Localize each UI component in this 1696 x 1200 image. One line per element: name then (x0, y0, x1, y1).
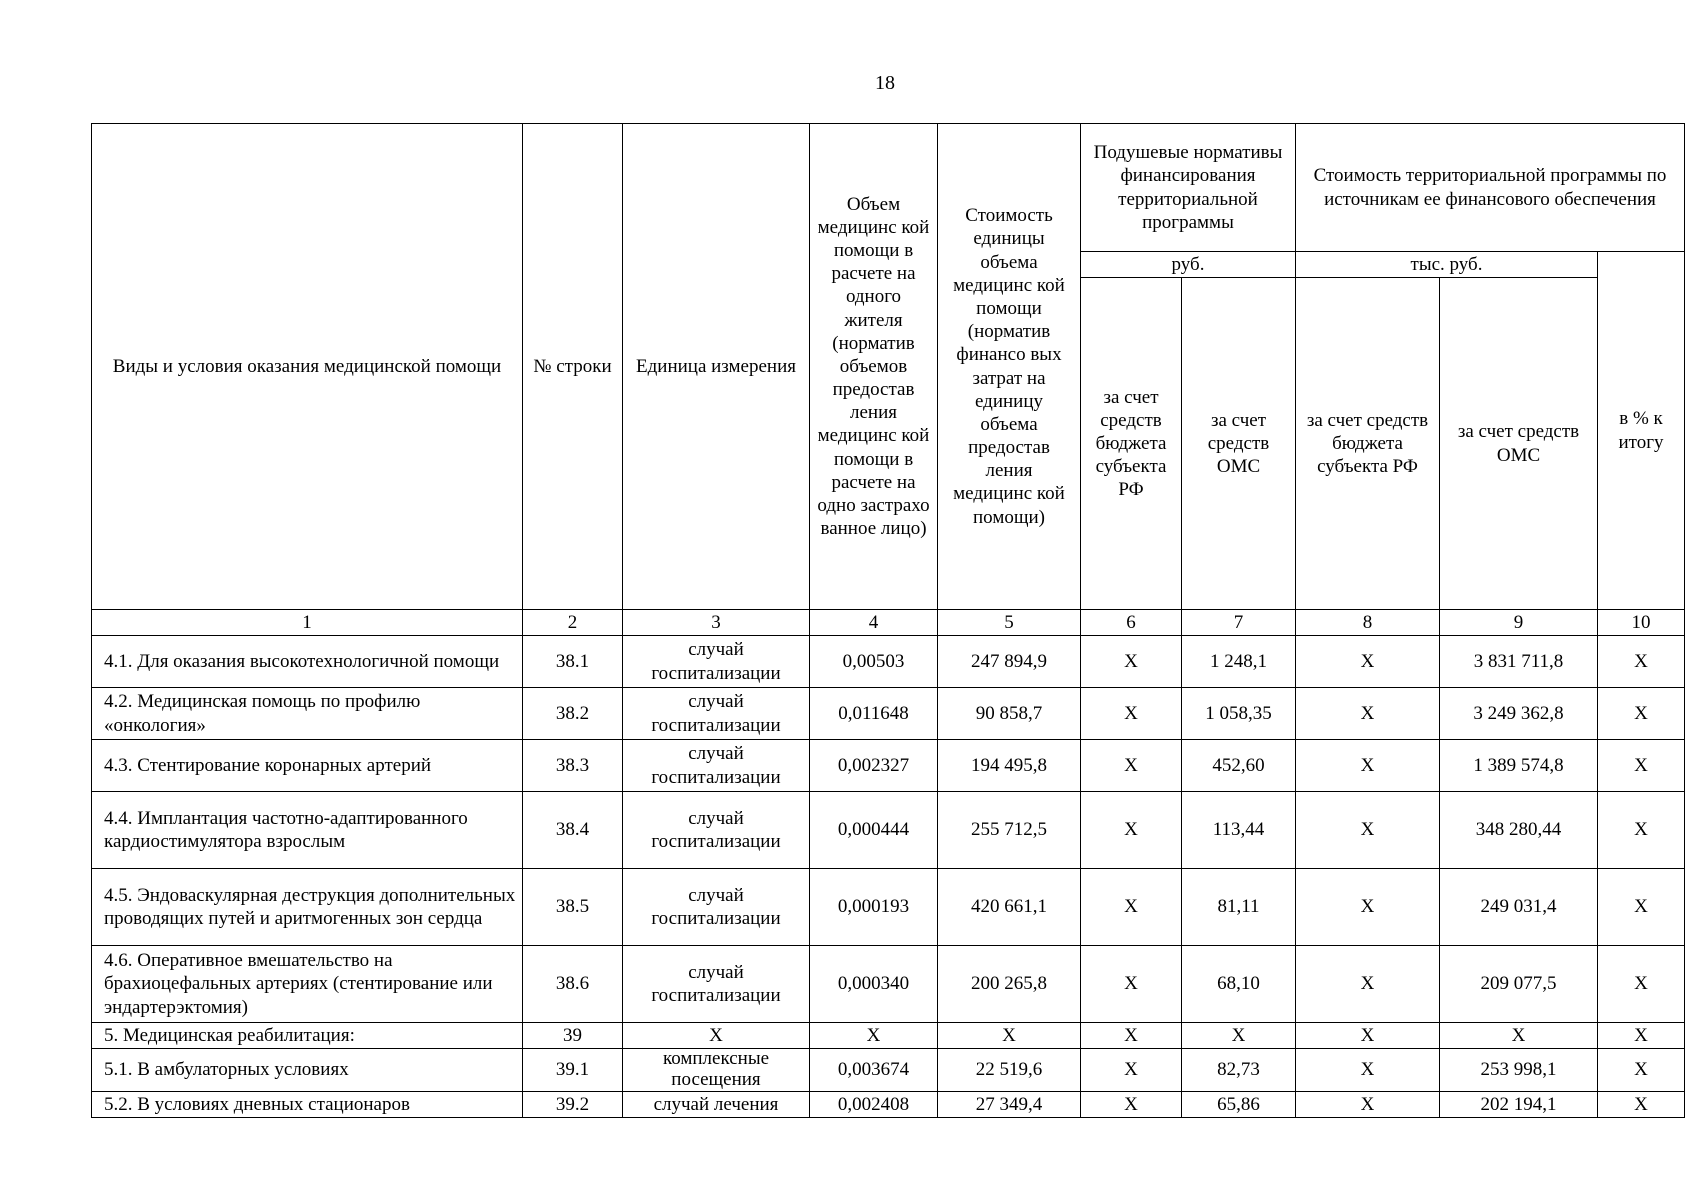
cell-volume: 0,000193 (810, 869, 938, 946)
cell-percent: Х (1598, 740, 1685, 792)
cell-budget-cost: Х (1296, 1091, 1440, 1117)
cell-care-type: 4.6. Оперативное вмешательство на брахиоцефальных артериях (стентирование или эндартерэктомия) (92, 946, 523, 1023)
cell-oms-cost: 209 077,5 (1440, 946, 1598, 1023)
header-oms-cost: за счет средств ОМС (1440, 278, 1598, 610)
cell-oms-per-capita: 452,60 (1182, 740, 1296, 792)
cell-oms-cost: 3 249 362,8 (1440, 688, 1598, 740)
cell-budget-cost: Х (1296, 636, 1440, 688)
cell-unit: Х (623, 1023, 810, 1049)
cell-unit-cost: 200 265,8 (938, 946, 1081, 1023)
cell-volume: 0,000444 (810, 792, 938, 869)
cell-unit: случай лечения (623, 1091, 810, 1117)
cell-budget-per-capita: Х (1081, 1091, 1182, 1117)
cell-care-type: 4.1. Для оказания высокотехнологичной помощи (92, 636, 523, 688)
cell-percent: Х (1598, 869, 1685, 946)
cell-oms-per-capita: 68,10 (1182, 946, 1296, 1023)
table-row (92, 792, 1685, 869)
cell-care-type: 5.1. В амбулаторных условиях (92, 1049, 523, 1092)
cell-unit-cost: 255 712,5 (938, 792, 1081, 869)
table-row (92, 1049, 1685, 1092)
cell-budget-per-capita: Х (1081, 688, 1182, 740)
cell-row-number: 39.1 (523, 1049, 623, 1092)
cell-unit-cost: 27 349,4 (938, 1091, 1081, 1117)
cell-unit-cost: 22 519,6 (938, 1049, 1081, 1092)
cell-care-type: 5.2. В условиях дневных стационаров (92, 1091, 523, 1117)
table-row (92, 636, 1685, 688)
column-number: 1 (92, 610, 523, 636)
cell-oms-cost: 3 831 711,8 (1440, 636, 1598, 688)
cell-care-type: 4.4. Имплантация частотно-адаптированного кардиостимулятора взрослым (92, 792, 523, 869)
cell-row-number: 38.5 (523, 869, 623, 946)
cell-budget-per-capita: Х (1081, 869, 1182, 946)
cell-oms-per-capita: 65,86 (1182, 1091, 1296, 1117)
column-number: 8 (1296, 610, 1440, 636)
cell-budget-cost: Х (1296, 869, 1440, 946)
cell-budget-per-capita: Х (1081, 636, 1182, 688)
table-row (92, 688, 1685, 740)
cell-unit-cost: Х (938, 1023, 1081, 1049)
cell-budget-cost: Х (1296, 792, 1440, 869)
cell-care-type: 4.3. Стентирование коронарных артерий (92, 740, 523, 792)
cell-unit: случай госпитализации (623, 792, 810, 869)
cell-oms-cost: 348 280,44 (1440, 792, 1598, 869)
cell-unit: случай госпитализации (623, 688, 810, 740)
cell-volume: 0,003674 (810, 1049, 938, 1092)
cell-unit: случай госпитализации (623, 636, 810, 688)
cell-unit-cost: 90 858,7 (938, 688, 1081, 740)
cell-percent: Х (1598, 688, 1685, 740)
column-number: 7 (1182, 610, 1296, 636)
header-volume: Объем медицинс кой помощи в расчете на одного жителя (норматив объемов предостав ления медицинс кой помощи в расчете на одно застрахо ванное лицо) (810, 124, 938, 610)
header-budget-per-capita: за счет средств бюджета субъекта РФ (1081, 278, 1182, 610)
header-unit-thousand-rub: тыс. руб. (1296, 252, 1598, 278)
cell-care-type: 4.2. Медицинская помощь по профилю «онкология» (92, 688, 523, 740)
column-number: 10 (1598, 610, 1685, 636)
header-unit-rub: руб. (1081, 252, 1296, 278)
header-unit-cost: Стоимость единицы объема медицинс кой помощи (норматив финансо вых затрат на единицу объема предостав ления медицинс кой помощи) (938, 124, 1081, 610)
column-number: 9 (1440, 610, 1598, 636)
cell-row-number: 38.4 (523, 792, 623, 869)
column-number: 2 (523, 610, 623, 636)
header-budget-cost: за счет средств бюджета субъекта РФ (1296, 278, 1440, 610)
header-types-of-care: Виды и условия оказания медицинской помощи (92, 124, 523, 610)
cell-care-type: 5. Медицинская реабилитация: (92, 1023, 523, 1049)
table-row (92, 1023, 1685, 1049)
cell-oms-per-capita: 113,44 (1182, 792, 1296, 869)
cell-volume: 0,002408 (810, 1091, 938, 1117)
cell-budget-per-capita: Х (1081, 1023, 1182, 1049)
cell-volume: 0,000340 (810, 946, 938, 1023)
cell-unit: случай госпитализации (623, 740, 810, 792)
column-number: 4 (810, 610, 938, 636)
header-row-number: № строки (523, 124, 623, 610)
cell-budget-per-capita: Х (1081, 740, 1182, 792)
table-row (92, 869, 1685, 946)
cell-percent: Х (1598, 1023, 1685, 1049)
cell-percent: Х (1598, 636, 1685, 688)
cell-row-number: 38.2 (523, 688, 623, 740)
cell-oms-per-capita: 82,73 (1182, 1049, 1296, 1092)
cell-oms-cost: Х (1440, 1023, 1598, 1049)
financing-table (91, 123, 1685, 1118)
cell-budget-cost: Х (1296, 688, 1440, 740)
cell-budget-per-capita: Х (1081, 792, 1182, 869)
cell-oms-cost: 1 389 574,8 (1440, 740, 1598, 792)
cell-volume: 0,00503 (810, 636, 938, 688)
cell-unit-cost: 247 894,9 (938, 636, 1081, 688)
header-unit: Единица измерения (623, 124, 810, 610)
cell-budget-cost: Х (1296, 946, 1440, 1023)
cell-unit-cost: 420 661,1 (938, 869, 1081, 946)
cell-percent: Х (1598, 1091, 1685, 1117)
cell-row-number: 38.6 (523, 946, 623, 1023)
cell-budget-per-capita: Х (1081, 1049, 1182, 1092)
cell-volume: Х (810, 1023, 938, 1049)
table-row (92, 1091, 1685, 1117)
cell-budget-per-capita: Х (1081, 946, 1182, 1023)
cell-oms-cost: 202 194,1 (1440, 1091, 1598, 1117)
header-oms-per-capita: за счет средств ОМС (1182, 278, 1296, 610)
cell-oms-per-capita: 81,11 (1182, 869, 1296, 946)
cell-volume: 0,011648 (810, 688, 938, 740)
cell-row-number: 39.2 (523, 1091, 623, 1117)
cell-oms-per-capita: 1 248,1 (1182, 636, 1296, 688)
cell-percent: Х (1598, 792, 1685, 869)
cell-unit: случай госпитализации (623, 946, 810, 1023)
column-number: 3 (623, 610, 810, 636)
header-per-capita-group: Подушевые нормативы финансирования территориальной программы (1081, 124, 1296, 252)
cell-percent: Х (1598, 1049, 1685, 1092)
cell-row-number: 38.3 (523, 740, 623, 792)
cell-row-number: 39 (523, 1023, 623, 1049)
cell-budget-cost: Х (1296, 1049, 1440, 1092)
column-number: 6 (1081, 610, 1182, 636)
cell-unit: комплексные посещения (623, 1049, 810, 1092)
cell-percent: Х (1598, 946, 1685, 1023)
header-percent-of-total: в % к итогу (1598, 252, 1685, 610)
cell-oms-cost: 253 998,1 (1440, 1049, 1598, 1092)
cell-budget-cost: Х (1296, 1023, 1440, 1049)
cell-unit-cost: 194 495,8 (938, 740, 1081, 792)
cell-oms-per-capita: Х (1182, 1023, 1296, 1049)
cell-row-number: 38.1 (523, 636, 623, 688)
table-row (92, 946, 1685, 1023)
cell-care-type: 4.5. Эндоваскулярная деструкция дополнительных проводящих путей и аритмогенных зон сердца (92, 869, 523, 946)
page-number: 18 (875, 72, 895, 94)
column-number: 5 (938, 610, 1081, 636)
cell-budget-cost: Х (1296, 740, 1440, 792)
column-number-row (92, 610, 1685, 636)
header-program-cost-group: Стоимость территориальной программы по источникам ее финансового обеспечения (1296, 124, 1685, 252)
cell-oms-cost: 249 031,4 (1440, 869, 1598, 946)
cell-oms-per-capita: 1 058,35 (1182, 688, 1296, 740)
cell-volume: 0,002327 (810, 740, 938, 792)
table-row (92, 740, 1685, 792)
cell-unit: случай госпитализации (623, 869, 810, 946)
